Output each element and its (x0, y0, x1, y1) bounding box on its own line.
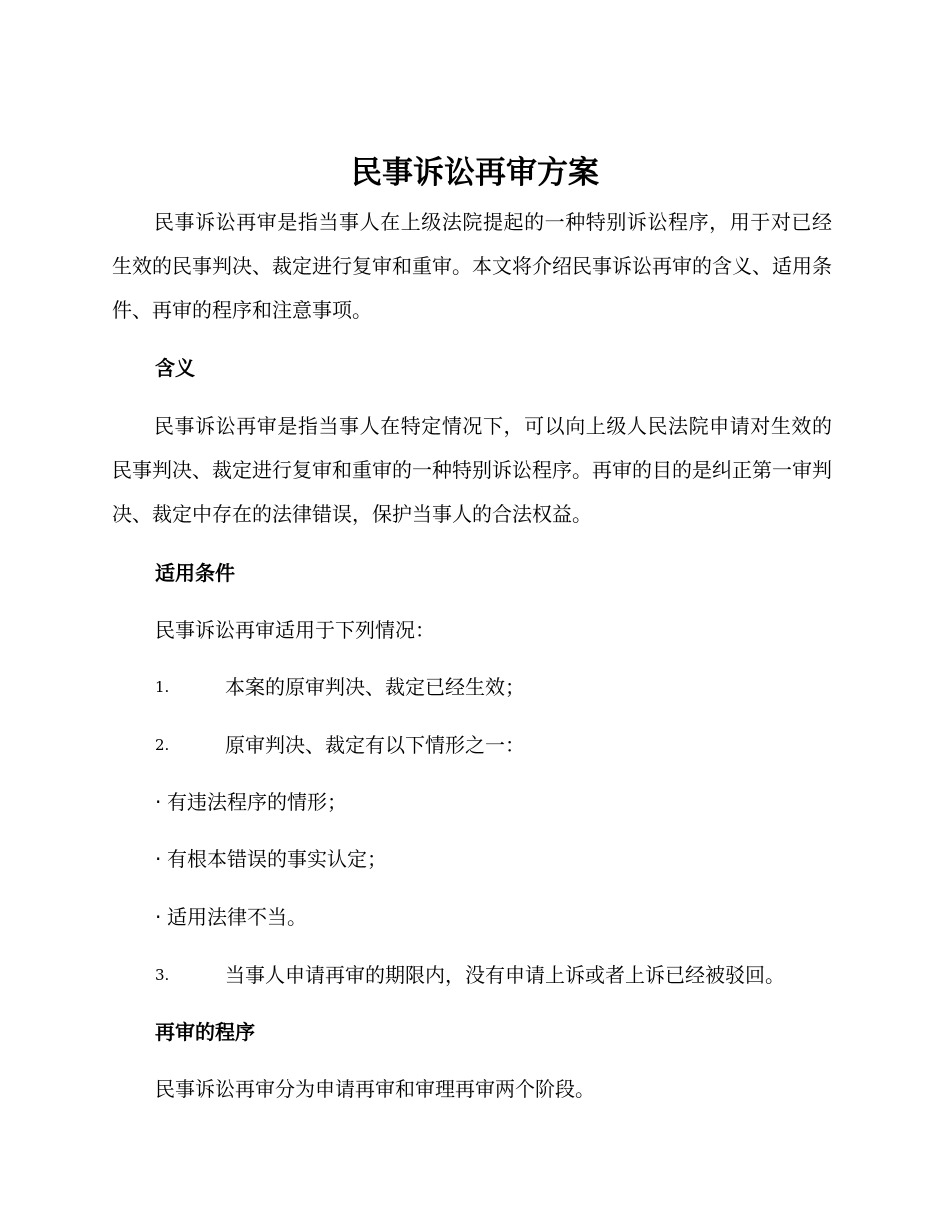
bullet-item-2 (155, 839, 387, 879)
bullet-text: 有根本错误的事实认定； (167, 847, 387, 871)
meaning-paragraph: 民事诉讼再审是指当事人在特定情况下，可以向上级人民法院申请对生效的民事判决、裁定进行复审和重审的一种特别诉讼程序。再审的目的是纠正第一审判决、裁定中存在的法律错误，保护当事人的合法权益。 (112, 414, 832, 526)
item-number: 2. (155, 736, 170, 754)
bullet-mark: · (155, 790, 162, 814)
item-number: 1. (155, 678, 170, 696)
section-heading-meaning: 含义 (155, 356, 195, 380)
procedure-lead-text: 民事诉讼再审分为申请再审和审理再审两个阶段。 (155, 1077, 595, 1101)
item-text: 本案的原审判决、裁定已经生效； (225, 675, 525, 699)
section-heading-conditions: 适用条件 (155, 561, 235, 585)
intro-paragraph: 民事诉讼再审是指当事人在上级法院提起的一种特别诉讼程序，用于对已经生效的民事判决、裁定进行复审和重审。本文将介绍民事诉讼再审的含义、适用条件、再审的程序和注意事项。 (112, 210, 832, 322)
bullet-mark: · (155, 847, 162, 871)
bullet-item-3 (155, 897, 307, 937)
item-number: 3. (155, 966, 170, 984)
bullet-item-1 (155, 782, 347, 822)
bullet-mark: · (155, 905, 162, 929)
section-heading-procedure: 再审的程序 (155, 1020, 255, 1044)
bullet-text: 有违法程序的情形； (167, 790, 347, 814)
bullet-text: 适用法律不当。 (167, 905, 307, 929)
document-title: 民事诉讼再审方案 (351, 155, 599, 191)
item-text: 原审判决、裁定有以下情形之一： (225, 733, 525, 757)
conditions-lead-text: 民事诉讼再审适用于下列情况： (155, 618, 435, 642)
item-text: 当事人申请再审的期限内，没有申请上诉或者上诉已经被驳回。 (225, 963, 785, 987)
